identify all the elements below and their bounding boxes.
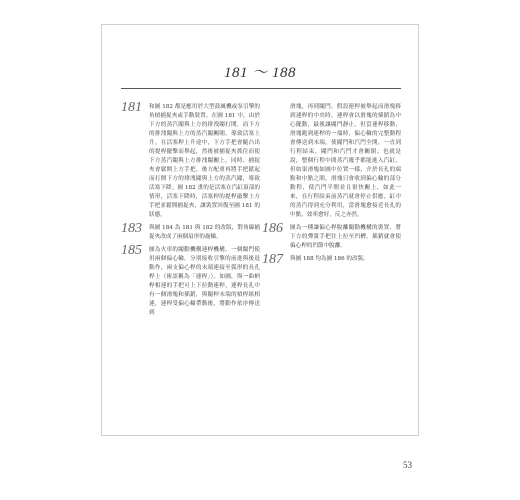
page-number: 53: [403, 460, 412, 470]
entry-number: 187: [262, 252, 283, 267]
entry-text: 滑塊，再到閥門。假設連桿被舉起而滑塊移到連桿的中央時，連桿會以滑塊的插銷為中心擺動，最後讓閥門靜止，但當連桿移動，滑塊跑到連桿的一端時，偏心輪的完整動程會傳送到末端，使閥門和汽門全開，一直到行程結束，閥門和汽門才會關閉；也就是說，整個行程中間蒸汽幾乎都能進入汽缸，但如果滑塊如圖中位置一樣，介於長孔的端點和中點之間，滑塊只會收到偏心輪的部分動程，使汽門半開並且很快關上，如此一來，在行程結束前蒸汽就會停止供應，缸中的蒸汽得到充分利用，當滑塊愈接近長孔的中點，效率愈好，反之亦然。: [290, 104, 401, 218]
entry-185-continued: [262, 103, 401, 220]
entry-number: 186: [262, 221, 283, 236]
entry-text: 與圖 188 均為圖 186 的改版。: [290, 256, 369, 262]
entry-text: 和圖 182 都是應用於大型鼓風機或泵引擎的角槓捕捉夾或手動裝置。在圖 181 中，由於下方的蒸汽閥與上方的排洩閥打開，而下方的排洩閥與上方的蒸汽閥關閉，導致活塞上升。在活塞桿上升途中，下方手把會隨凸出的提桿擺擊而舉起，然後被捕捉夾抓住而使下方蒸汽閥與上方排洩閥關上，同時，捕捉夾會鬆開上方手把，後方配重再將手把鬆起而打開下方的排洩閥與上方的蒸汽閥，導致活塞下降。圖 182 畫的是活塞在汽缸頂部的情形，活塞下降時，活塞桿的提桿敲擊上方手把並鬆開捕捉夾，讓裝置回復至圖 181 的狀態。: [149, 104, 260, 218]
entry-number: 181: [121, 100, 142, 115]
entry-number: 185: [121, 243, 142, 258]
entry-text: 與圖 184 為 181 與 182 的改版，對角線捕捉夾改成了兩個扇形的齒輪。: [149, 225, 260, 240]
page-title: 181 ～ 188: [223, 65, 296, 81]
left-column: [121, 100, 260, 322]
title-rule: [121, 88, 401, 89]
entry-185: [121, 243, 260, 318]
entry-number: 183: [121, 221, 142, 236]
entry-text: 圖為火車的閥動機構連桿機構。一個閥門使用兩個偏心輪，分別接收引擎的前進與後退動作，兩支偏心桿的末端連接至弧形的長孔桿上（術語稱為「連桿」）。如圖，與一曲柄桿相連的手把可上下拉動連桿，連桿長孔中有一個滑塊和插銷，與閥桿末端的槓桿組相連，連桿受偏心輪帶動後，將動作依序傳送到: [149, 247, 260, 316]
right-column: [262, 103, 401, 268]
entry-181: [121, 100, 260, 220]
entry-183: [121, 221, 260, 242]
entry-text: 圖為一種讓偏心桿脫離閥動機構的裝置，將下方的彈簧手把往上拉至凹槽，插銷就會使偏心桿的凹節中脫離。: [290, 225, 401, 249]
entry-186: [262, 221, 401, 251]
entry-187: [262, 252, 401, 267]
page-frame: [101, 24, 419, 436]
